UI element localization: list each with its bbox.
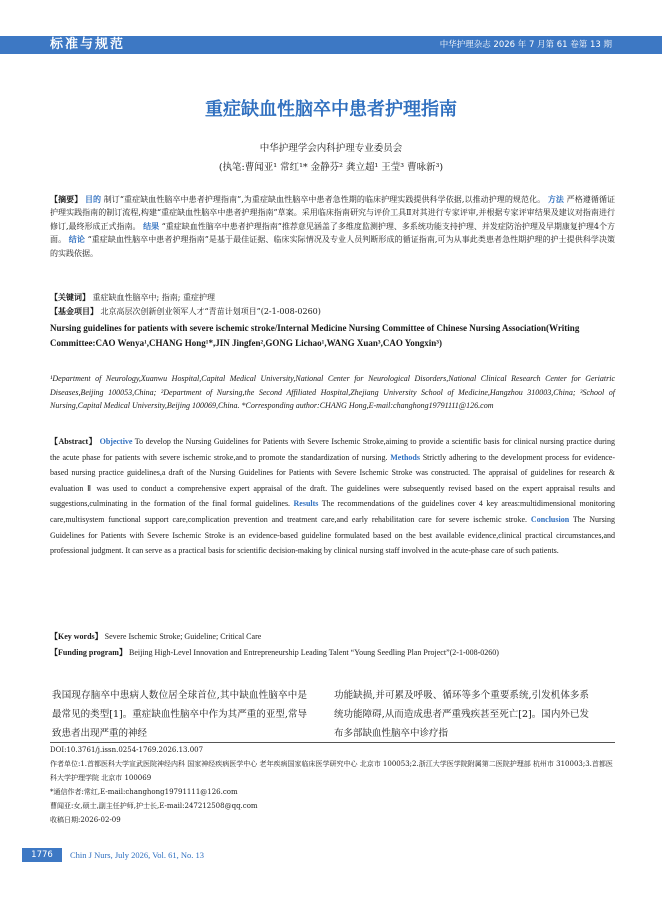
received-date: 收稿日期:2026-02-09 <box>50 816 121 824</box>
funding-label: 【基金项目】 <box>50 306 98 316</box>
en-funding-label: 【Funding program】 <box>50 647 127 657</box>
en-keywords-text: Severe Ischemic Stroke; Guideline; Critical Care <box>104 632 262 641</box>
conclusion-text: “重症缺血性脑卒中患者护理指南”是基于最佳证据、临床实际情况及专业人员判断形成的循证指南,可为从事此类患者急性期护理的护士提供科学决策的实践依据。 <box>50 235 616 258</box>
abstract-label: 【摘要】 <box>50 194 83 204</box>
journal-issue-info: 中华护理杂志 2026 年 7 月第 61 卷第 13 期 <box>439 40 612 50</box>
english-affiliations: ¹Department of Neurology,Xuanwu Hospital,Capital Medical University,National Center for Neurological Disorders,National Clinical Research Center for Geriatric Diseases,Beijing 100053,China; ²Department of Nursing,the Second Affiliated Hospital,Zhejiang University School of Medicine,Hangzhou 310003,China; ³School of Nursing,Capital Medical University,Beijing 100069,China. *Corresponding author:CHANG Hong,E-mail:changhong19791111@126.com <box>50 374 615 410</box>
chinese-funding <box>50 305 615 318</box>
first-author-info: 曹闻亚:女,硕士,副主任护师,护士长,E-mail:247212508@qq.com <box>50 802 258 810</box>
results-text: “重症缺血性脑卒中患者护理指南”推荐意见涵盖了多维度监测护理、多系统功能支持护理、并发症防治护理及早期康复护理4个方面。 <box>50 221 616 245</box>
en-abstract-label: 【Abstract】 <box>50 437 98 446</box>
english-title: Nursing guidelines for patients with severe ischemic stroke/Internal Medicine Nursing Committee of Chinese Nursing Association(Writing Committee:CAO Wenya¹,CHANG Hong¹*,JIN Jingfen²,GONG Lichao¹,WANG Xuan³,CAO Yongxin³) <box>50 323 580 348</box>
page-number: 1776 <box>22 848 62 862</box>
author-units: 作者单位:1.首都医科大学宣武医院神经内科 国家神经疾病医学中心 老年疾病国家临床医学研究中心 北京市 100053;2.浙江大学医学院附属第二医院护理部 杭州市 310003;3.首都医科大学护理学院 北京市 100069 <box>50 760 613 782</box>
english-keywords-funding <box>50 629 615 660</box>
keywords-text: 重症缺血性脑卒中; 指南; 重症护理 <box>92 293 216 302</box>
en-conclusion-text: The Nursing Guidelines for Patients with Severe Ischemic Stroke is an evidence-based guideline formulated based on the best available evidence,clinical practical circumstances,and professional judgment. It can serve as a practical basis for scientific decision-making by clinical nursing staff involved in the acute-phase care of such patients. <box>50 514 616 556</box>
doi: DOI:10.3761/j.issn.0254-1769.2026.13.007 <box>50 746 204 754</box>
objective-text: 制订“重症缺血性脑卒中患者护理指南”,为重症缺血性脑卒中患者急性期的临床护理实践提供科学依据,以推动护理的规范化。 <box>103 195 546 204</box>
en-conclusion-label: Conclusion <box>530 514 570 524</box>
chinese-keywords <box>50 291 615 304</box>
conclusion-label: 结论 <box>68 234 85 245</box>
article-title: 重症缺血性脑卒中患者护理指南 <box>205 99 457 120</box>
en-objective-label: Objective <box>99 437 133 446</box>
body-column-right: 功能缺损,并可累及呼吸、循环等多个重要系统,引发机体多系统功能障碍,从而造成患者严重残疾甚至死亡[2]。国内外已发布多部缺血性脑卒中诊疗指 <box>334 690 589 739</box>
en-methods-text: Strictly adhering to the development process for evidence-based nursing practice guidelines,a draft of the Nursing Guidelines for Patients with Severe Ischemic Stroke was constructed. The appraisal of guidelines for research & evaluation Ⅱ was used to conduct a comprehensive expert appraisal of the draft. The guidelines were subsequently revised based on the expert appraisal results and suggestions,culminating in the formation of the final formal guidelines. <box>50 452 616 509</box>
en-funding <box>50 645 615 661</box>
en-results-label: Results <box>293 499 319 509</box>
author-list: (执笔:曹闻亚¹ 常红¹* 金静芬² 龚立超¹ 王莹³ 曹咏新³) <box>218 162 444 173</box>
funding-text: 北京高层次创新创业领军人才“青苗计划项目”(2-1-008-0260) <box>100 307 321 316</box>
methods-text: 严格遵循循证护理实践指南的制订流程,构建“重症缺血性脑卒中患者护理指南”草案。采用临床指南研究与评价工具Ⅱ对其进行专家评审,并根据专家评审结果及建议对指南进行修订,最终形成正式指南。 <box>50 195 616 231</box>
corresponding-author: *通信作者:常红,E-mail:changhong19791111@126.com <box>50 788 238 796</box>
objective-label: 目的 <box>84 194 102 204</box>
author-organization: 中华护理学会内科护理专业委员会 <box>259 143 403 154</box>
section-tag: 标准与规范 <box>50 37 126 52</box>
en-methods-label: Methods <box>390 452 420 462</box>
results-label: 结果 <box>143 220 160 231</box>
en-funding-text: Beijing High-Level Innovation and Entrepreneurship Leading Talent “Young Seedling Plan Project”(2-1-008-0260) <box>128 647 499 657</box>
en-keywords <box>50 629 615 645</box>
methods-label: 方法 <box>547 194 565 204</box>
chinese-abstract <box>50 193 615 260</box>
journal-citation: Chin J Nurs, July 2026, Vol. 61, No. 13 <box>70 850 205 860</box>
english-abstract <box>50 434 615 559</box>
en-objective-text: To develop the Nursing Guidelines for Patients with Severe Ischemic Stroke,aiming to provide a scientific basis for clinical nursing practice during the acute phase for patients with severe ischemic stroke,and to promote the standardization of nursing. <box>50 437 616 462</box>
en-results-text: The recommendations of the guidelines cover 4 key areas:multidimensional monitoring care,multisystem functional support care,complication prevention and treatment care,and early rehabilitation care for severe ischemic stroke. <box>50 499 616 524</box>
keywords-label: 【关键词】 <box>50 292 90 302</box>
en-keywords-label: 【Key words】 <box>50 632 103 641</box>
body-column-left: 我国现存脑卒中患病人数位居全球首位,其中缺血性脑卒中是最常见的类型[1]。重症缺血性脑卒中作为其严重的亚型,常导致患者出现严重的神经 <box>52 690 307 739</box>
